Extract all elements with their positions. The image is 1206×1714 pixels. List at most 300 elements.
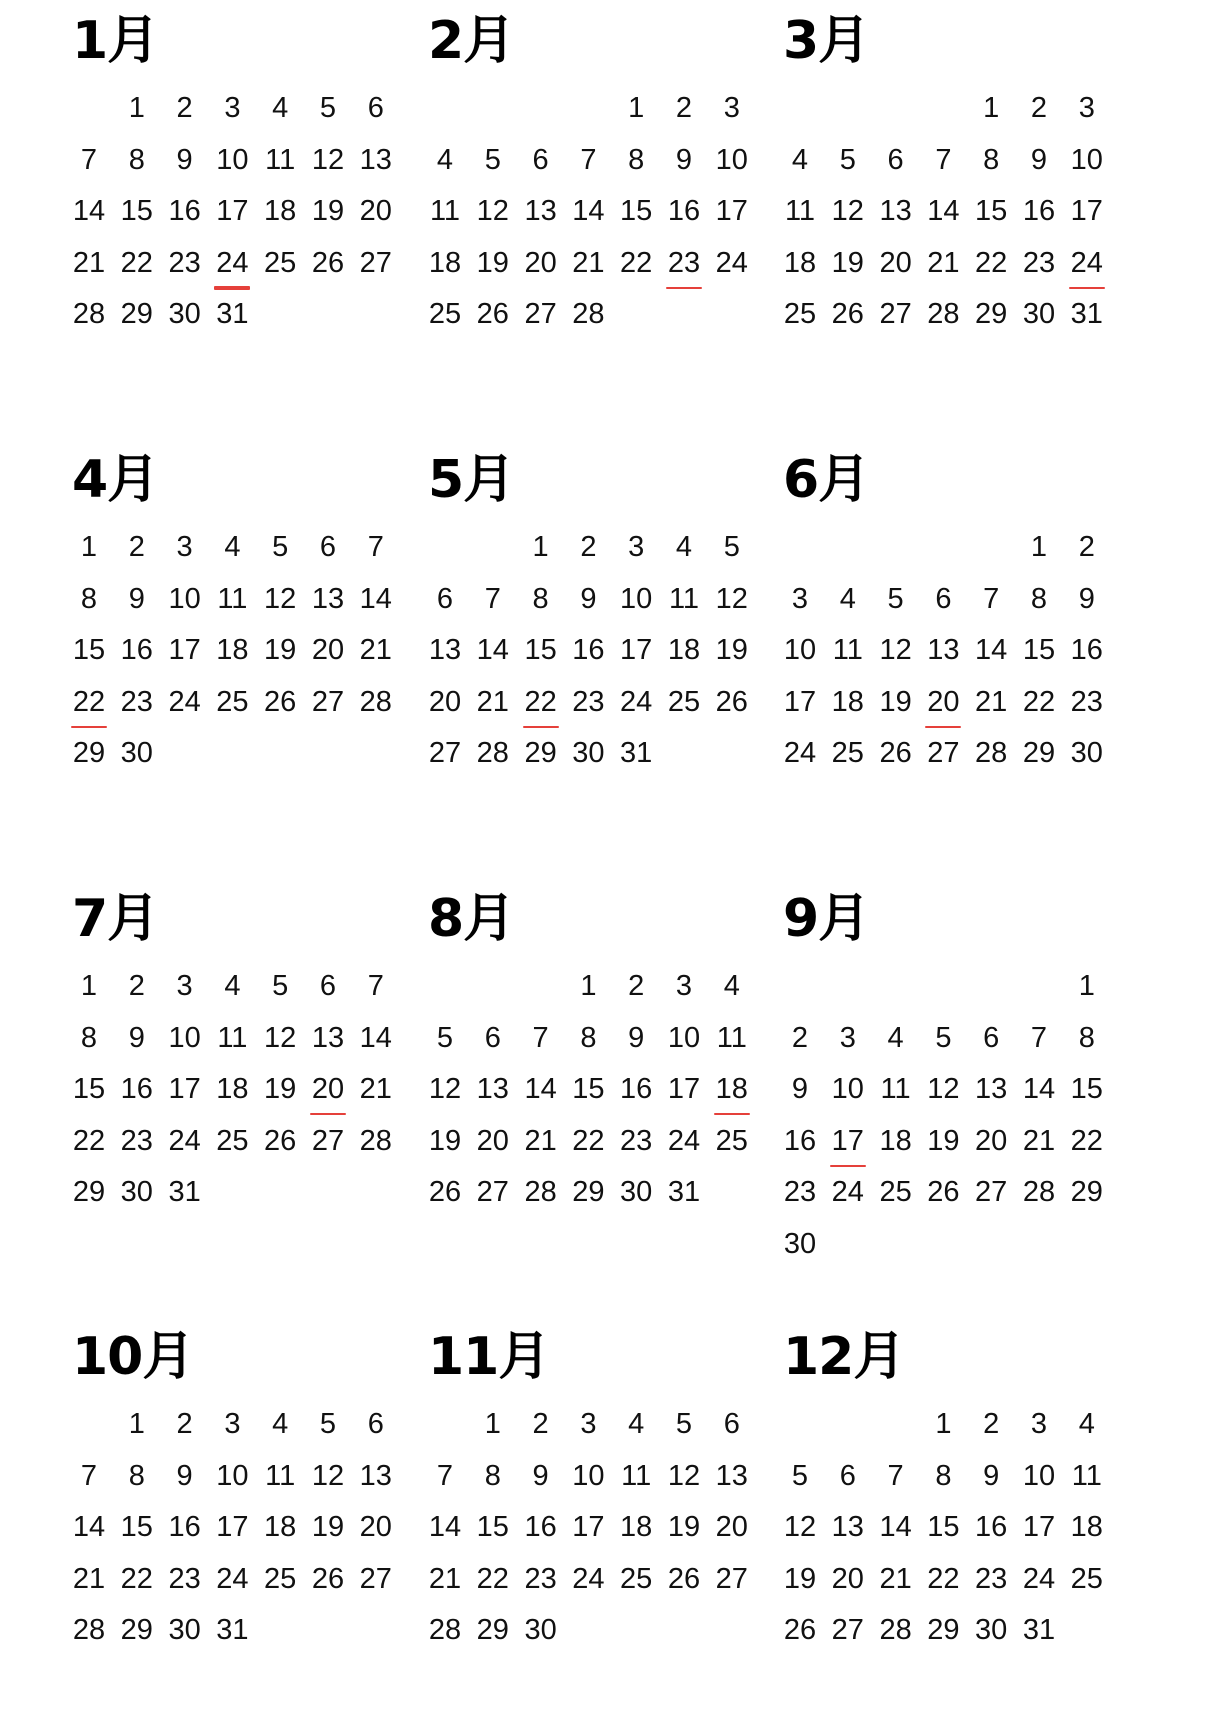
- day-cell[interactable]: 24: [1022, 1562, 1056, 1595]
- day-cell[interactable]: 5: [675, 1408, 693, 1440]
- day-cell[interactable]: 3: [628, 531, 645, 563]
- day-cell[interactable]: 24: [216, 1562, 249, 1595]
- day-cell[interactable]: 4: [272, 92, 289, 124]
- day-cell[interactable]: 6: [319, 531, 337, 563]
- day-cell[interactable]: 18: [879, 1124, 912, 1157]
- day-cell[interactable]: 21: [1022, 1124, 1056, 1157]
- day-cell[interactable]: 1: [80, 970, 98, 1002]
- day-cell[interactable]: 30: [168, 298, 201, 331]
- day-cell[interactable]: 29: [120, 1614, 153, 1647]
- month-10[interactable]: [72, 1322, 412, 1714]
- month-4[interactable]: [72, 445, 412, 837]
- day-cell[interactable]: 27: [879, 298, 912, 331]
- day-cell[interactable]: 31: [216, 1614, 249, 1647]
- day-cell[interactable]: 3: [176, 531, 193, 563]
- day-cell[interactable]: 23: [572, 685, 605, 718]
- day-cell[interactable]: 8: [628, 143, 645, 176]
- day-cell[interactable]: 10: [168, 1021, 201, 1054]
- day-cell[interactable]: 28: [879, 1614, 912, 1647]
- day-cell[interactable]: 14: [927, 195, 960, 228]
- day-cell[interactable]: 15: [72, 634, 106, 667]
- month-3[interactable]: [783, 6, 1123, 398]
- day-cell[interactable]: 23: [1070, 685, 1103, 718]
- day-cell[interactable]: 26: [311, 1562, 345, 1595]
- day-cell[interactable]: 6: [887, 143, 904, 176]
- day-cell[interactable]: 12: [715, 582, 748, 615]
- day-cell[interactable]: 2: [532, 1408, 549, 1440]
- day-cell[interactable]: 8: [128, 1459, 145, 1492]
- day-cell[interactable]: 22: [120, 246, 153, 279]
- day-cell[interactable]: 14: [572, 195, 605, 228]
- day-cell[interactable]: 3: [791, 582, 809, 615]
- day-cell[interactable]: 24: [168, 1124, 201, 1157]
- day-cell[interactable]: 30: [168, 1614, 201, 1647]
- day-cell[interactable]: 15: [476, 1511, 509, 1544]
- day-cell[interactable]: 27: [359, 1562, 392, 1595]
- day-cell[interactable]: 9: [1078, 582, 1095, 615]
- day-cell[interactable]: 11: [621, 1459, 652, 1492]
- day-cell[interactable]: 16: [1070, 634, 1103, 667]
- day-cell[interactable]: 1: [80, 531, 98, 563]
- day-cell[interactable]: 20: [476, 1124, 509, 1157]
- month-12[interactable]: [783, 1322, 1123, 1714]
- day-cell[interactable]: 21: [359, 634, 392, 667]
- day-cell[interactable]: 27: [715, 1562, 748, 1595]
- day-cell[interactable]: 6: [935, 582, 952, 615]
- day-cell[interactable]: 10: [831, 1073, 864, 1106]
- day-cell[interactable]: 13: [359, 143, 392, 176]
- day-cell[interactable]: 29: [476, 1614, 509, 1647]
- day-cell[interactable]: 25: [667, 685, 701, 718]
- day-cell[interactable]: 22: [927, 1562, 960, 1595]
- day-cell[interactable]: 30: [975, 1614, 1008, 1647]
- day-cell[interactable]: 5: [436, 1021, 454, 1054]
- day-cell[interactable]: 24: [210, 243, 254, 283]
- day-cell[interactable]: 10: [783, 634, 817, 667]
- day-cell[interactable]: 27: [311, 685, 345, 718]
- day-cell[interactable]: 23: [120, 685, 153, 718]
- day-cell[interactable]: 26: [831, 298, 864, 331]
- day-cell[interactable]: 5: [791, 1459, 809, 1492]
- day-cell[interactable]: 24: [620, 685, 653, 718]
- day-cell[interactable]: 6: [983, 1021, 1000, 1054]
- day-cell[interactable]: 17: [168, 1073, 201, 1106]
- day-cell[interactable]: 29: [524, 737, 557, 770]
- day-cell[interactable]: 26: [264, 685, 297, 718]
- day-cell[interactable]: 15: [572, 1073, 605, 1106]
- day-cell[interactable]: 22: [975, 246, 1008, 279]
- day-cell[interactable]: 25: [1070, 1562, 1103, 1595]
- day-cell[interactable]: 28: [359, 685, 392, 718]
- day-cell[interactable]: 7: [935, 143, 952, 176]
- day-cell[interactable]: 27: [831, 1614, 864, 1647]
- day-cell[interactable]: 13: [476, 1073, 509, 1106]
- day-cell[interactable]: 4: [723, 970, 740, 1002]
- day-cell[interactable]: 26: [667, 1562, 701, 1595]
- day-cell[interactable]: 9: [176, 1459, 193, 1492]
- day-cell[interactable]: 16: [120, 1073, 153, 1106]
- day-cell[interactable]: 21: [524, 1124, 557, 1157]
- day-cell[interactable]: 30: [120, 737, 153, 770]
- day-cell[interactable]: 6: [367, 92, 384, 124]
- day-cell[interactable]: 17: [1070, 195, 1103, 228]
- day-cell[interactable]: 8: [580, 1021, 597, 1054]
- day-cell[interactable]: 13: [428, 634, 462, 667]
- day-cell[interactable]: 18: [264, 1511, 297, 1544]
- day-cell[interactable]: 13: [311, 1021, 345, 1054]
- day-cell[interactable]: 17: [783, 685, 817, 718]
- day-cell[interactable]: 19: [264, 634, 297, 667]
- day-cell[interactable]: 27: [927, 737, 960, 770]
- day-cell[interactable]: 4: [791, 143, 809, 176]
- day-cell[interactable]: 5: [272, 531, 289, 563]
- day-cell[interactable]: 1: [983, 92, 1000, 124]
- day-cell[interactable]: 22: [572, 1124, 605, 1157]
- day-cell[interactable]: 30: [1070, 737, 1103, 770]
- day-cell[interactable]: 9: [532, 1459, 549, 1492]
- day-cell[interactable]: 1: [1030, 531, 1048, 563]
- day-cell[interactable]: 1: [128, 92, 145, 124]
- day-cell[interactable]: 7: [80, 143, 98, 176]
- day-cell[interactable]: 18: [620, 1511, 653, 1544]
- day-cell[interactable]: 2: [1030, 92, 1048, 124]
- day-cell[interactable]: 6: [436, 582, 454, 615]
- day-cell[interactable]: 16: [120, 634, 153, 667]
- day-cell[interactable]: 24: [831, 1176, 864, 1209]
- day-cell[interactable]: 17: [826, 1121, 870, 1161]
- day-cell[interactable]: 6: [532, 143, 549, 176]
- day-cell[interactable]: 4: [224, 970, 241, 1002]
- day-cell[interactable]: 15: [72, 1073, 106, 1106]
- day-cell[interactable]: 7: [1030, 1021, 1048, 1054]
- day-cell[interactable]: 17: [216, 195, 249, 228]
- day-cell[interactable]: 20: [311, 634, 345, 667]
- day-cell[interactable]: 19: [715, 634, 748, 667]
- day-cell[interactable]: 3: [1030, 1408, 1048, 1440]
- day-cell[interactable]: 20: [715, 1511, 748, 1544]
- day-cell[interactable]: 11: [784, 195, 816, 228]
- day-cell[interactable]: 17: [667, 1073, 701, 1106]
- day-cell[interactable]: 11: [880, 1073, 911, 1106]
- day-cell[interactable]: 16: [975, 1511, 1008, 1544]
- day-cell[interactable]: 16: [667, 195, 701, 228]
- day-cell[interactable]: 13: [524, 195, 557, 228]
- day-cell[interactable]: 29: [120, 298, 153, 331]
- day-cell[interactable]: 20: [831, 1562, 864, 1595]
- day-cell[interactable]: 31: [1022, 1614, 1056, 1647]
- day-cell[interactable]: 28: [524, 1176, 557, 1209]
- day-cell[interactable]: 16: [620, 1073, 653, 1106]
- day-cell[interactable]: 2: [176, 1408, 193, 1440]
- day-cell[interactable]: 19: [264, 1073, 297, 1106]
- day-cell[interactable]: 30: [572, 737, 605, 770]
- day-cell[interactable]: 14: [359, 582, 392, 615]
- day-cell[interactable]: 25: [264, 1562, 297, 1595]
- day-cell[interactable]: 19: [831, 246, 864, 279]
- day-cell[interactable]: 24: [572, 1562, 605, 1595]
- day-cell[interactable]: 16: [572, 634, 605, 667]
- day-cell[interactable]: 22: [476, 1562, 509, 1595]
- day-cell[interactable]: 2: [791, 1021, 809, 1054]
- day-cell[interactable]: 18: [264, 195, 297, 228]
- day-cell[interactable]: 10: [168, 582, 201, 615]
- day-cell[interactable]: 6: [723, 1408, 740, 1440]
- day-cell[interactable]: 12: [264, 1021, 297, 1054]
- day-cell[interactable]: 23: [168, 246, 201, 279]
- day-cell[interactable]: 23: [975, 1562, 1008, 1595]
- day-cell[interactable]: 10: [216, 1459, 249, 1492]
- day-cell[interactable]: 12: [783, 1511, 817, 1544]
- day-cell[interactable]: 25: [620, 1562, 653, 1595]
- day-cell[interactable]: 1: [532, 531, 549, 563]
- day-cell[interactable]: 1: [580, 970, 597, 1002]
- day-cell[interactable]: 9: [176, 143, 193, 176]
- day-cell[interactable]: 17: [216, 1511, 249, 1544]
- day-cell[interactable]: 5: [319, 1408, 337, 1440]
- day-cell[interactable]: 21: [927, 246, 960, 279]
- day-cell[interactable]: 15: [120, 1511, 153, 1544]
- day-cell[interactable]: 18: [428, 246, 462, 279]
- day-cell[interactable]: 18: [1070, 1511, 1103, 1544]
- day-cell[interactable]: 31: [620, 737, 653, 770]
- month-11[interactable]: [428, 1322, 768, 1714]
- day-cell[interactable]: 11: [217, 582, 248, 615]
- day-cell[interactable]: 6: [367, 1408, 384, 1440]
- day-cell[interactable]: 25: [216, 685, 249, 718]
- day-cell[interactable]: 29: [72, 1176, 106, 1209]
- day-cell[interactable]: 15: [927, 1511, 960, 1544]
- day-cell[interactable]: 18: [216, 1073, 249, 1106]
- day-cell[interactable]: 2: [128, 531, 145, 563]
- day-cell[interactable]: 7: [580, 143, 597, 176]
- day-cell[interactable]: 2: [1078, 531, 1095, 563]
- day-cell[interactable]: 22: [620, 246, 653, 279]
- month-8[interactable]: [428, 884, 768, 1276]
- day-cell[interactable]: 17: [168, 634, 201, 667]
- day-cell[interactable]: 8: [1030, 582, 1048, 615]
- month-9[interactable]: [783, 884, 1123, 1276]
- day-cell[interactable]: 30: [120, 1176, 153, 1209]
- day-cell[interactable]: 12: [264, 582, 297, 615]
- day-cell[interactable]: 10: [1070, 143, 1103, 176]
- day-cell[interactable]: 19: [927, 1124, 960, 1157]
- day-cell[interactable]: 25: [216, 1124, 249, 1157]
- day-cell[interactable]: 12: [831, 195, 864, 228]
- day-cell[interactable]: 23: [662, 243, 706, 283]
- day-cell[interactable]: 3: [1078, 92, 1095, 124]
- day-cell[interactable]: 9: [1030, 143, 1048, 176]
- day-cell[interactable]: 23: [783, 1176, 817, 1209]
- day-cell[interactable]: 14: [975, 634, 1008, 667]
- day-cell[interactable]: 1: [1078, 970, 1095, 1002]
- day-cell[interactable]: 19: [667, 1511, 701, 1544]
- day-cell[interactable]: 16: [168, 195, 201, 228]
- day-cell[interactable]: 7: [436, 1459, 454, 1492]
- day-cell[interactable]: 4: [272, 1408, 289, 1440]
- day-cell[interactable]: 28: [72, 298, 106, 331]
- day-cell[interactable]: 14: [428, 1511, 462, 1544]
- day-cell[interactable]: 12: [879, 634, 912, 667]
- day-cell[interactable]: 31: [216, 298, 249, 331]
- day-cell[interactable]: 20: [359, 195, 392, 228]
- day-cell[interactable]: 14: [72, 1511, 106, 1544]
- day-cell[interactable]: 9: [628, 1021, 645, 1054]
- day-cell[interactable]: 14: [72, 195, 106, 228]
- day-cell[interactable]: 25: [264, 246, 297, 279]
- day-cell[interactable]: 7: [484, 582, 501, 615]
- day-cell[interactable]: 4: [839, 582, 856, 615]
- day-cell[interactable]: 16: [524, 1511, 557, 1544]
- month-7[interactable]: [72, 884, 412, 1276]
- day-cell[interactable]: 28: [476, 737, 509, 770]
- day-cell[interactable]: 18: [667, 634, 701, 667]
- day-cell[interactable]: 2: [675, 92, 693, 124]
- day-cell[interactable]: 28: [428, 1614, 462, 1647]
- day-cell[interactable]: 31: [168, 1176, 201, 1209]
- day-cell[interactable]: 18: [216, 634, 249, 667]
- day-cell[interactable]: 13: [311, 582, 345, 615]
- day-cell[interactable]: 2: [628, 970, 645, 1002]
- day-cell[interactable]: 5: [319, 92, 337, 124]
- day-cell[interactable]: 11: [668, 582, 700, 615]
- day-cell[interactable]: 29: [72, 737, 106, 770]
- day-cell[interactable]: 14: [524, 1073, 557, 1106]
- day-cell[interactable]: 3: [224, 92, 241, 124]
- day-cell[interactable]: 22: [1070, 1124, 1103, 1157]
- day-cell[interactable]: 12: [667, 1459, 701, 1492]
- day-cell[interactable]: 22: [72, 1124, 106, 1157]
- day-cell[interactable]: 9: [675, 143, 693, 176]
- day-cell[interactable]: 1: [935, 1408, 952, 1440]
- day-cell[interactable]: 4: [675, 531, 693, 563]
- day-cell[interactable]: 20: [921, 682, 965, 722]
- day-cell[interactable]: 10: [1022, 1459, 1056, 1492]
- day-cell[interactable]: 27: [524, 298, 557, 331]
- day-cell[interactable]: 8: [80, 582, 98, 615]
- day-cell[interactable]: 6: [484, 1021, 501, 1054]
- day-cell[interactable]: 2: [128, 970, 145, 1002]
- day-cell[interactable]: 6: [839, 1459, 856, 1492]
- day-cell[interactable]: 21: [975, 685, 1008, 718]
- day-cell[interactable]: 23: [524, 1562, 557, 1595]
- day-cell[interactable]: 8: [128, 143, 145, 176]
- day-cell[interactable]: 30: [783, 1228, 817, 1260]
- day-cell[interactable]: 29: [975, 298, 1008, 331]
- day-cell[interactable]: 9: [128, 1021, 145, 1054]
- day-cell[interactable]: 4: [628, 1408, 645, 1440]
- day-cell[interactable]: 7: [887, 1459, 904, 1492]
- day-cell[interactable]: 10: [572, 1459, 605, 1492]
- day-cell[interactable]: 14: [359, 1021, 392, 1054]
- day-cell[interactable]: 15: [620, 195, 653, 228]
- day-cell[interactable]: 10: [667, 1021, 701, 1054]
- day-cell[interactable]: 11: [429, 195, 461, 228]
- month-1[interactable]: [72, 6, 412, 398]
- day-cell[interactable]: 24: [168, 685, 201, 718]
- day-cell[interactable]: 21: [72, 246, 106, 279]
- day-cell[interactable]: 4: [224, 531, 241, 563]
- day-cell[interactable]: 6: [319, 970, 337, 1002]
- day-cell[interactable]: 26: [311, 246, 345, 279]
- day-cell[interactable]: 25: [715, 1124, 748, 1157]
- day-cell[interactable]: 15: [1070, 1073, 1103, 1106]
- day-cell[interactable]: 18: [831, 685, 864, 718]
- day-cell[interactable]: 3: [723, 92, 740, 124]
- day-cell[interactable]: 14: [879, 1511, 912, 1544]
- day-cell[interactable]: 8: [532, 582, 549, 615]
- day-cell[interactable]: 8: [935, 1459, 952, 1492]
- day-cell[interactable]: 21: [879, 1562, 912, 1595]
- day-cell[interactable]: 29: [1070, 1176, 1103, 1209]
- day-cell[interactable]: 11: [217, 1021, 248, 1054]
- day-cell[interactable]: 26: [264, 1124, 297, 1157]
- day-cell[interactable]: 29: [572, 1176, 605, 1209]
- day-cell[interactable]: 22: [120, 1562, 153, 1595]
- day-cell[interactable]: 16: [168, 1511, 201, 1544]
- day-cell[interactable]: 28: [359, 1124, 392, 1157]
- day-cell[interactable]: 20: [879, 246, 912, 279]
- day-cell[interactable]: 26: [783, 1614, 817, 1647]
- day-cell[interactable]: 7: [367, 531, 384, 563]
- day-cell[interactable]: 30: [1022, 298, 1056, 331]
- day-cell[interactable]: 19: [476, 246, 509, 279]
- day-cell[interactable]: 13: [831, 1511, 864, 1544]
- day-cell[interactable]: 25: [831, 737, 864, 770]
- day-cell[interactable]: 3: [839, 1021, 856, 1054]
- day-cell[interactable]: 24: [667, 1124, 701, 1157]
- day-cell[interactable]: 20: [524, 246, 557, 279]
- day-cell[interactable]: 19: [428, 1124, 462, 1157]
- day-cell[interactable]: 15: [975, 195, 1008, 228]
- day-cell[interactable]: 28: [975, 737, 1008, 770]
- day-cell[interactable]: 21: [572, 246, 605, 279]
- day-cell[interactable]: 2: [983, 1408, 1000, 1440]
- day-cell[interactable]: 3: [224, 1408, 241, 1440]
- day-cell[interactable]: 21: [359, 1073, 392, 1106]
- day-cell[interactable]: 9: [791, 1073, 809, 1106]
- day-cell[interactable]: 1: [484, 1408, 501, 1440]
- day-cell[interactable]: 31: [1070, 298, 1103, 331]
- day-cell[interactable]: 13: [715, 1459, 748, 1492]
- day-cell[interactable]: 26: [715, 685, 748, 718]
- day-cell[interactable]: 24: [783, 737, 817, 770]
- day-cell[interactable]: 16: [783, 1124, 817, 1157]
- day-cell[interactable]: 12: [927, 1073, 960, 1106]
- day-cell[interactable]: 26: [879, 737, 912, 770]
- day-cell[interactable]: 11: [832, 634, 863, 667]
- day-cell[interactable]: 22: [67, 682, 111, 722]
- day-cell[interactable]: 5: [484, 143, 501, 176]
- day-cell[interactable]: 8: [484, 1459, 501, 1492]
- day-cell[interactable]: 20: [428, 685, 462, 718]
- day-cell[interactable]: 15: [120, 195, 153, 228]
- day-cell[interactable]: 21: [72, 1562, 106, 1595]
- day-cell[interactable]: 4: [1078, 1408, 1095, 1440]
- day-cell[interactable]: 2: [176, 92, 193, 124]
- day-cell[interactable]: 17: [572, 1511, 605, 1544]
- day-cell[interactable]: 30: [620, 1176, 653, 1209]
- month-5[interactable]: [428, 445, 768, 837]
- day-cell[interactable]: 30: [524, 1614, 557, 1647]
- day-cell[interactable]: 23: [1022, 246, 1056, 279]
- day-cell[interactable]: 7: [367, 970, 384, 1002]
- day-cell[interactable]: 22: [1022, 685, 1056, 718]
- day-cell[interactable]: 25: [428, 298, 462, 331]
- day-cell[interactable]: 19: [311, 195, 345, 228]
- day-cell[interactable]: 5: [887, 582, 904, 615]
- day-cell[interactable]: 29: [1022, 737, 1056, 770]
- day-cell[interactable]: 5: [723, 531, 740, 563]
